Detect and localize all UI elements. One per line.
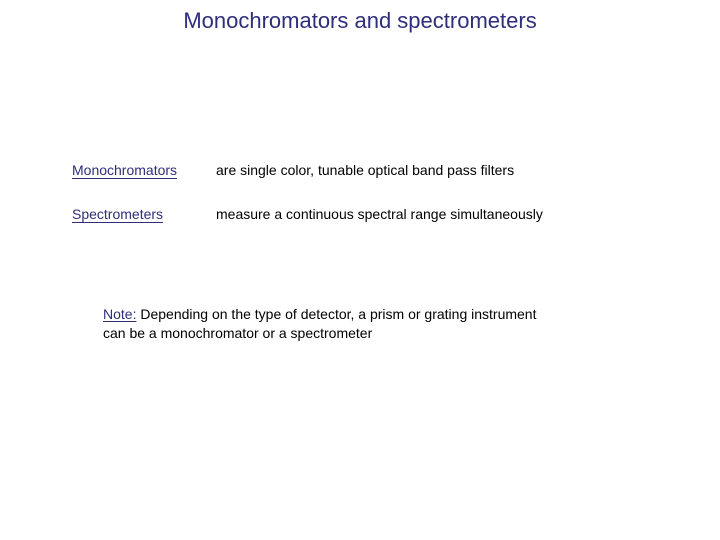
term-spectrometers: Spectrometers <box>72 206 164 222</box>
slide-title: Monochromators and spectrometers <box>183 8 537 33</box>
note-line-2: can be a monochromator or a spectrometer <box>103 325 373 341</box>
note-text-1: Depending on the type of detector, a prism or grating instrument <box>136 306 537 322</box>
definition-monochromators: are single color, tunable optical band pass filters <box>216 162 515 178</box>
term-monochromators: Monochromators <box>72 162 178 178</box>
definition-spectrometers: measure a continuous spectral range simultaneously <box>216 206 543 222</box>
note-block <box>103 305 663 343</box>
note-line-1 <box>103 305 663 324</box>
note-label: Note: <box>103 306 137 322</box>
